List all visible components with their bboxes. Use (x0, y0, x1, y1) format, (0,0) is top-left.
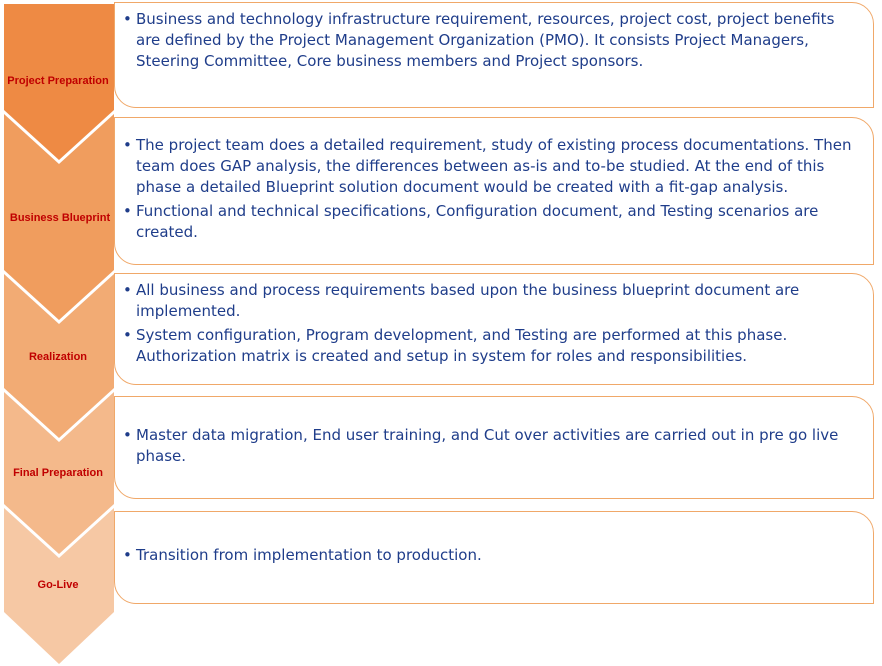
bullet-item: • System configuration, Program development, and Testing are performed at this phase. Authorization matrix is created and setup in system for roles and responsibilities. (123, 325, 859, 367)
bullet-item: • The project team does a detailed requirement, study of existing process documentations. Then team does GAP analysis, the differences between as-is and to-be studied. At the end of this phase a detailed Blueprint solution document would be created with a fit-gap analysis. (123, 135, 859, 198)
stage-label-go-live: Go-Live (37, 579, 79, 591)
stage-label-realization: Realization (28, 351, 88, 363)
bullet-item: • Transition from implementation to production. (123, 545, 859, 566)
stage-box-go-live (114, 511, 874, 604)
stage-box-project-preparation (114, 2, 874, 108)
stage-box-final-preparation (114, 396, 874, 499)
bullet-item: • All business and process requirements based upon the business blueprint document are implemented. (123, 280, 859, 322)
stage-label-project-preparation: Project Preparation (7, 75, 109, 87)
stage-box-business-blueprint (114, 117, 874, 265)
bullet-item: • Business and technology infrastructure requirement, resources, project cost, project benefits are defined by the Project Management Organization (PMO). It consists Project Managers, Steering Committee, Core business members and Project sponsors. (123, 9, 859, 72)
stage-label-business-blueprint: Business Blueprint (9, 212, 111, 224)
bullet-item: • Functional and technical specifications, Configuration document, and Testing scenarios are created. (123, 201, 859, 243)
chevron-flow (0, 0, 120, 666)
bullet-item: • Master data migration, End user training, and Cut over activities are carried out in pre go live phase. (123, 425, 859, 467)
stage-box-realization (114, 273, 874, 385)
stage-label-final-preparation: Final Preparation (13, 467, 103, 479)
